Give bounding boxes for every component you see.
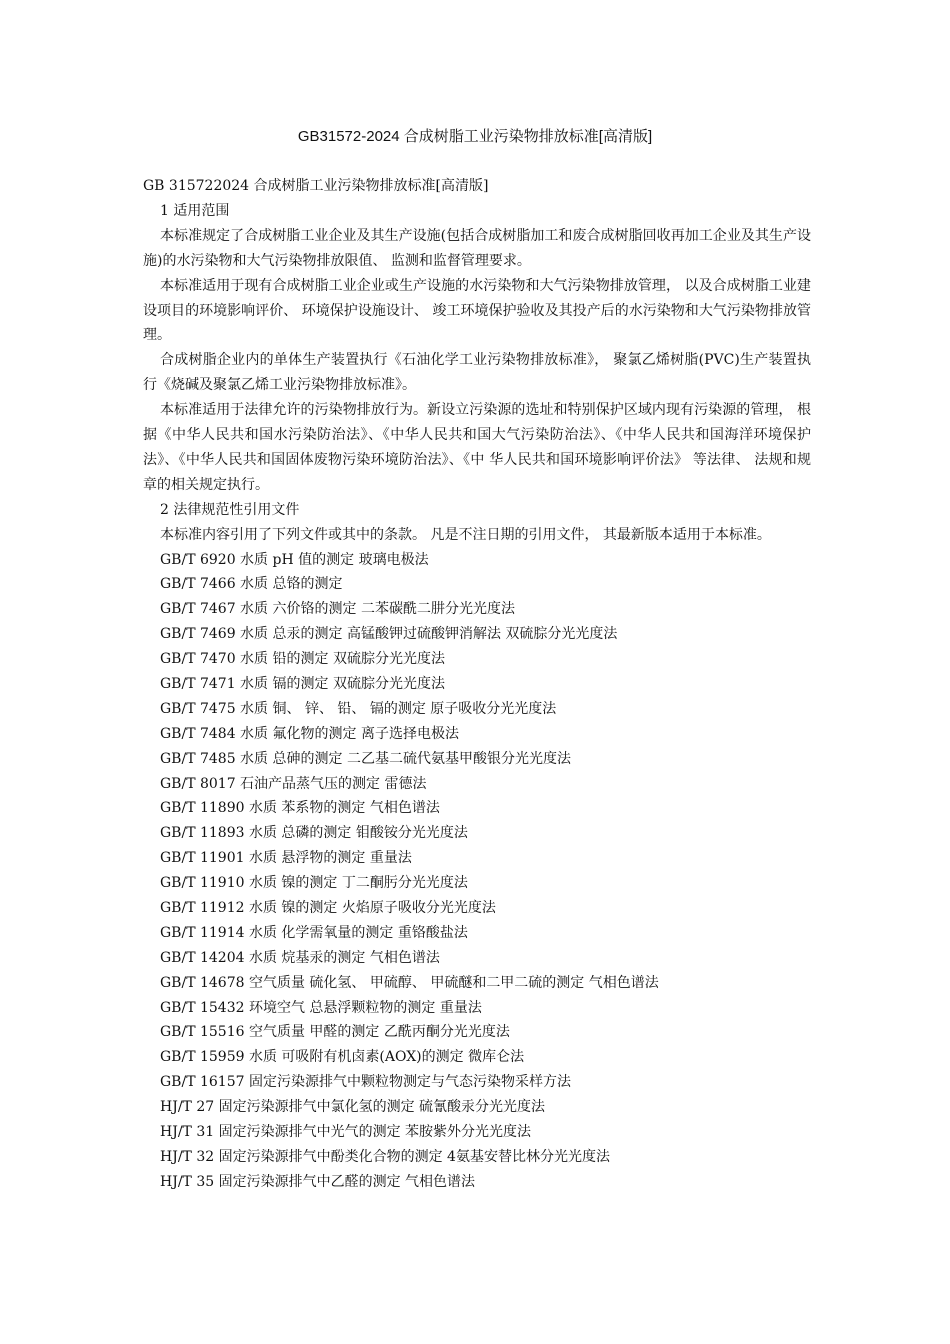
- document-title: GB31572-2024 合成树脂工业污染物排放标准[高清版]: [297, 128, 653, 145]
- reference-item: HJ/T 32 固定污染源排气中酚类化合物的测定 4氨基安替比林分光光度法: [160, 1148, 610, 1165]
- reference-item: GB/T 11914 水质 化学需氧量的测定 重铬酸盐法: [160, 924, 468, 941]
- reference-item: GB/T 7469 水质 总汞的测定 高锰酸钾过硫酸钾消解法 双硫腙分光光度法: [160, 626, 618, 643]
- reference-item: GB/T 7467 水质 六价铬的测定 二苯碳酰二肼分光光度法: [160, 601, 515, 618]
- reference-item: HJ/T 35 固定污染源排气中乙醛的测定 气相色谱法: [160, 1173, 476, 1190]
- reference-item: GB/T 8017 石油产品蒸气压的测定 雷德法: [160, 775, 427, 792]
- reference-item: GB/T 11912 水质 镍的测定 火焰原子吸收分光光度法: [160, 900, 496, 917]
- reference-item: GB/T 14678 空气质量 硫化氢、 甲硫醇、 甲硫醚和二甲二硫的测定 气相色谱法: [160, 974, 659, 991]
- section-2-heading: 2 法律规范性引用文件: [160, 501, 300, 518]
- paragraph-references-intro: 本标准内容引用了下列文件或其中的条款。 凡是不注日期的引用文件， 其最新版本适用于本标准。: [160, 526, 771, 543]
- paragraph-legal-basis: 本标准适用于法律允许的污染物排放行为。新设立污染源的选址和特别保护区域内现有污染源的管理， 根据《中华人民共和国水污染防治法》、《中华人民共和国大气污染防治法》、《中华人民共和国海洋环境保护法》、《中华人民共和国固体废物污染环境防治法》、《中 华人民共和国环境影响评价法》 等法律、 法规和规章的相关规定执行。: [143, 402, 811, 493]
- reference-item: GB/T 7484 水质 氟化物的测定 离子选择电极法: [160, 725, 459, 742]
- reference-item: GB/T 15432 环境空气 总悬浮颗粒物的测定 重量法: [160, 999, 482, 1016]
- reference-item: GB/T 7485 水质 总砷的测定 二乙基二硫代氨基甲酸银分光光度法: [160, 750, 571, 767]
- reference-item: GB/T 11901 水质 悬浮物的测定 重量法: [160, 850, 412, 867]
- reference-item: GB/T 15959 水质 可吸附有机卤素(AOX)的测定 微库仑法: [160, 1049, 525, 1066]
- reference-item: GB/T 7466 水质 总铬的测定: [160, 576, 343, 593]
- reference-item: GB/T 11890 水质 苯系物的测定 气相色谱法: [160, 800, 440, 817]
- document-body: [143, 174, 811, 1195]
- reference-item: GB/T 11910 水质 镍的测定 丁二酮肟分光光度法: [160, 875, 468, 892]
- reference-item: GB/T 16157 固定污染源排气中颗粒物测定与气态污染物采样方法: [160, 1074, 571, 1091]
- document-subtitle: GB 315722024 合成树脂工业污染物排放标准[高清版]: [143, 178, 489, 194]
- paragraph-monomer-units: 合成树脂企业内的单体生产装置执行《石油化学工业污染物排放标准》， 聚氯乙烯树脂(PVC)生产装置执行《烧碱及聚氯乙烯工业污染物排放标准》。: [143, 352, 811, 394]
- paragraph-scope: 本标准规定了合成树脂工业企业及其生产设施(包括合成树脂加工和废合成树脂回收再加工企业及其生产设施)的水污染物和大气污染物排放限值、 监测和监督管理要求。: [143, 227, 811, 269]
- reference-item: HJ/T 31 固定污染源排气中光气的测定 苯胺紫外分光光度法: [160, 1124, 532, 1141]
- reference-item: GB/T 7470 水质 铅的测定 双硫腙分光光度法: [160, 651, 445, 668]
- reference-item: GB/T 7471 水质 镉的测定 双硫腙分光光度法: [160, 676, 445, 692]
- reference-item: GB/T 15516 空气质量 甲醛的测定 乙酰丙酮分光光度法: [160, 1024, 510, 1041]
- paragraph-applicability: 本标准适用于现有合成树脂工业企业或生产设施的水污染物和大气污染物排放管理， 以及合成树脂工业建设项目的环境影响评价、 环境保护设施设计、 竣工环境保护验收及其投产后的水污染物和大气污染物排放管理。: [143, 277, 811, 344]
- reference-item: GB/T 6920 水质 pH 值的测定 玻璃电极法: [160, 551, 429, 568]
- reference-item: GB/T 7475 水质 铜、 锌、 铅、 镉的测定 原子吸收分光光度法: [160, 700, 557, 717]
- reference-item: GB/T 11893 水质 总磷的测定 钼酸铵分光光度法: [160, 825, 468, 842]
- section-1-heading: 1 适用范围: [160, 202, 230, 219]
- reference-item: GB/T 14204 水质 烷基汞的测定 气相色谱法: [160, 949, 440, 966]
- reference-item: HJ/T 27 固定污染源排气中氯化氢的测定 硫氰酸汞分光光度法: [160, 1099, 546, 1116]
